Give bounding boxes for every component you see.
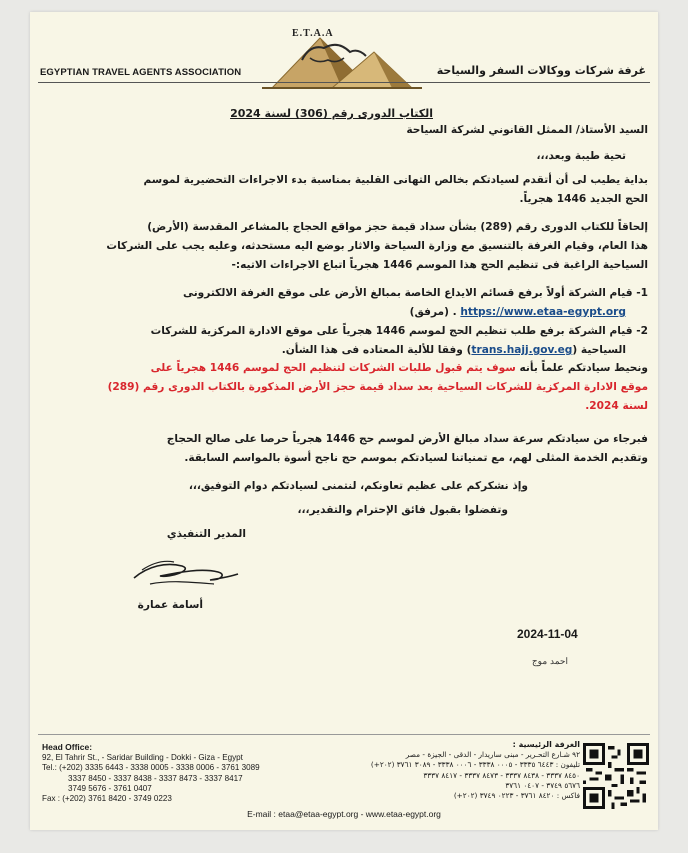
item-text: السياحية — [580, 344, 626, 356]
association-name-en: EGYPTIAN TRAVEL AGENTS ASSOCIATION — [40, 67, 242, 78]
footer-label-ar: الغرفة الرئيسية : — [512, 740, 580, 749]
paragraph-intro — [38, 171, 648, 209]
qr-code-icon — [583, 743, 649, 809]
footer-line: Tel.: (+202) 3335 6443 - 3338 0005 - 3338 0006 - 3761 3089 — [42, 763, 260, 773]
letter-date: 2024-11-04 — [517, 627, 578, 641]
footer-line: 92, El Tahrir St., - Saridar Building - Dokki - Giza - Egypt — [42, 753, 243, 763]
closing-regards: وتفضلوا بقبول فائق الإحترام والتقدير،،، — [297, 504, 508, 516]
signer-title: المدير التنفيذي — [166, 528, 246, 540]
signer-name: أسامة عمارة — [137, 599, 203, 611]
paragraph-line: هذا العام، وقيام الغرفة بالتنسيق مع وزارة السياحة والاثار بوضع اليه مستحدثه، وعليه يجب على الشركات — [106, 240, 648, 252]
paragraph-notice — [38, 359, 648, 416]
list-item-continuation — [38, 303, 626, 322]
footer-address-ar — [320, 740, 580, 801]
paragraph-line: وتقديم الخدمة المثلى لهم، مع تمنياتنا لسيادتكم بموسم حج ناجح أسوة بالمواسم السابقة. — [184, 452, 648, 464]
footer-line: تليفون : ٦٤٤٣ ٣٣٣٥ - ٠٠٠٥ ٣٣٣٨ - ٠٠٠٦ ٣٣٣٨ - ٣٠٨٩ ٣٧٦١ (٢٠٢+) — [370, 760, 580, 770]
notice-highlight: لسنة 2024. — [585, 400, 648, 412]
letter-page — [30, 12, 658, 830]
header-divider — [38, 82, 650, 83]
item-text: قيام الشركة أولاً برفع قسائم الايداع الخاصة بمبالغ الأرض على موقع الغرفة الالكترونى — [182, 287, 633, 299]
item-number: 1- — [636, 287, 648, 299]
footer-line: ٩٢ شـارع التحـرير - مبنى ساريدار - الدقى - الجيزة - مصر — [405, 750, 580, 760]
item-text: وفقا للألية المعتاده فى هذا الشأن. — [281, 344, 463, 356]
footer-label-en: Head Office: — [42, 742, 93, 752]
list-item-continuation: السياحية (trans.hajj.gov.eg) وفقا للألية المعتاده فى هذا الشأن. — [281, 344, 626, 356]
addressee: السيد الأستاذ/ الممثل القانوني لشركة السياحة — [406, 124, 648, 136]
logo-abbreviation: E.T.A.A — [292, 28, 334, 39]
paragraph-line: فبرجاء من سيادتكم سرعة سداد مبالغ الأرض لموسم حج 1446 هجرياً حرصا على صالح الحجاج — [166, 433, 648, 445]
paragraph-line — [38, 359, 648, 378]
notice-intro: ونحيط سيادتكم علماً بأنه — [519, 362, 648, 374]
paragraph-line: بداية يطيب لى أن أتقدم لسيادتكم بخالص التهانى القلبية بمناسبة بدء الاجراءات التحضيرية لموسم — [143, 174, 648, 186]
paragraph-request — [38, 430, 648, 468]
notice-highlight: سوف يتم قبول طلبات الشركات لتنظيم الحج لموسم 1446 هجرياً على — [150, 362, 516, 374]
list-item — [38, 322, 648, 341]
footer-divider — [38, 734, 650, 735]
hajj-portal-link[interactable]: trans.hajj.gov.eg — [471, 344, 573, 356]
list-item — [38, 284, 648, 303]
item-number: 2- — [636, 325, 648, 337]
notice-highlight: موقع الادارة المركزية للشركات السياحية بعد سداد قيمة حجز الأرض المذكورة بالكتاب الدورى رقم (289) — [107, 381, 648, 393]
closing-thanks: وإذ نشكركم على عظيم تعاونكم، لنتمنى لسيادتكم دوام التوفيق،،، — [188, 480, 528, 492]
paragraph-reference — [38, 218, 648, 275]
paragraph-line: الحج الجديد 1446 هجرياً. — [519, 193, 648, 205]
association-name-ar: غرفة شركات ووكالات السفر والسياحة — [436, 64, 646, 77]
paragraph-line: السياحية الراغبة فى تنظيم الحج هذا الموسم 1446 هجرياً اتباع الاجراءات الاتيه:- — [231, 259, 648, 271]
paragraph-line: إلحاقاً للكتاب الدورى رقم (289) بشأن سداد قيمة حجز مواقع الحجاج بالمشاعر المقدسة (الأرض) — [147, 221, 648, 233]
footer-line: Fax : (+202) 3761 8420 - 3749 0223 — [42, 794, 172, 804]
footer-contact-email: E-mail : etaa@etaa-egypt.org - www.etaa-egypt.org — [247, 809, 441, 819]
signature-icon — [130, 548, 240, 594]
greeting: تحية طيبة وبعد،،، — [536, 150, 626, 162]
footer-line: ٨٤٥٠ ٣٣٣٧ - ٨٤٣٨ ٣٣٣٧ - ٨٤٧٣ ٣٣٣٧ - ٨٤١٧ ٣٣٣٧ — [423, 770, 580, 780]
footer-line: ٥٦٧٦ ٣٧٤٩ - ٠٤٠٧ ٣٧٦١ — [505, 780, 580, 790]
footer-line: فاكس : ٨٤٢٠ ٣٧٦١ - ٠٢٢٣ ٣٧٤٩ (٢٠٢+) — [453, 791, 580, 801]
item-text: قيام الشركة برفع طلب تنظيم الحج لموسم 1446 هجرياً على موقع الادارة المركزية للشركات — [150, 325, 633, 337]
item-text: . (مرفق) — [409, 306, 457, 318]
letter-title: الكتاب الدورى رقم (306) لسنة 2024 — [230, 107, 433, 120]
staff-initials: احمد موج — [531, 657, 568, 667]
etaa-website-link[interactable]: https://www.etaa-egypt.org — [460, 306, 626, 318]
procedure-list — [38, 284, 648, 360]
footer-address-en — [42, 742, 260, 804]
footer-line: 3337 8450 - 3337 8438 - 3337 8473 - 3337 8417 — [68, 773, 243, 783]
footer-line: 3749 5676 - 3761 0407 — [68, 783, 152, 793]
